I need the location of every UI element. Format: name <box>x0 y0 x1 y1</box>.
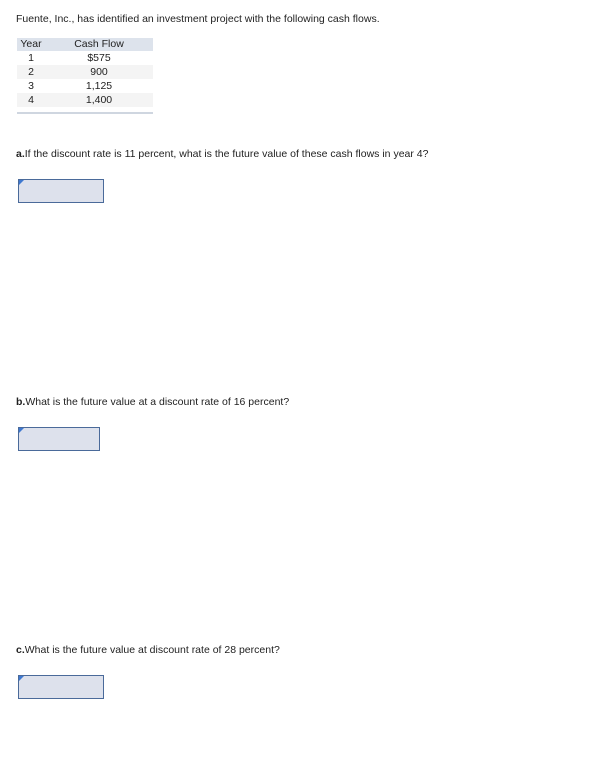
answer-a-wrapper <box>18 179 104 203</box>
answer-c-input[interactable] <box>19 676 103 698</box>
question-c-letter: c. <box>16 644 25 656</box>
year-cell: 2 <box>17 65 45 79</box>
table-row <box>17 79 153 93</box>
answer-b-input[interactable] <box>19 428 99 450</box>
table-header-row <box>17 38 153 51</box>
question-b-text: What is the future value at a discount rate of 16 percent? <box>25 396 290 408</box>
problem-intro: Fuente, Inc., has identified an investment project with the following cash flows. <box>16 13 380 25</box>
question-c <box>16 644 280 656</box>
table-row <box>17 51 153 65</box>
question-b <box>16 396 289 408</box>
answer-c-wrapper <box>18 675 104 699</box>
table-bottom-rule <box>17 112 153 114</box>
cash-flow-table <box>17 38 153 107</box>
input-corner-marker <box>19 180 24 185</box>
question-b-letter: b. <box>16 396 26 408</box>
cash-flow-cell: 1,400 <box>45 93 153 107</box>
year-cell: 1 <box>28 52 34 64</box>
year-cell: 4 <box>17 93 45 107</box>
question-a-text: If the discount rate is 11 percent, what is the future value of these cash flows in year 4? <box>24 148 429 160</box>
cash-flow-cell: $575 <box>87 52 111 64</box>
question-c-text: What is the future value at discount rate of 28 percent? <box>24 644 280 656</box>
cash-flow-cell: 900 <box>45 65 153 79</box>
input-corner-marker <box>19 676 24 681</box>
header-cash-flow: Cash Flow <box>45 38 153 51</box>
cash-flow-cell: 1,125 <box>85 80 113 92</box>
answer-a-input[interactable] <box>19 180 103 202</box>
question-a <box>16 148 428 160</box>
table-row <box>17 65 153 79</box>
header-year: Year <box>17 38 45 51</box>
answer-b-wrapper <box>18 427 100 451</box>
year-cell: 3 <box>28 80 34 92</box>
question-a-letter: a. <box>16 148 25 160</box>
table-row <box>17 93 153 107</box>
input-corner-marker <box>19 428 24 433</box>
